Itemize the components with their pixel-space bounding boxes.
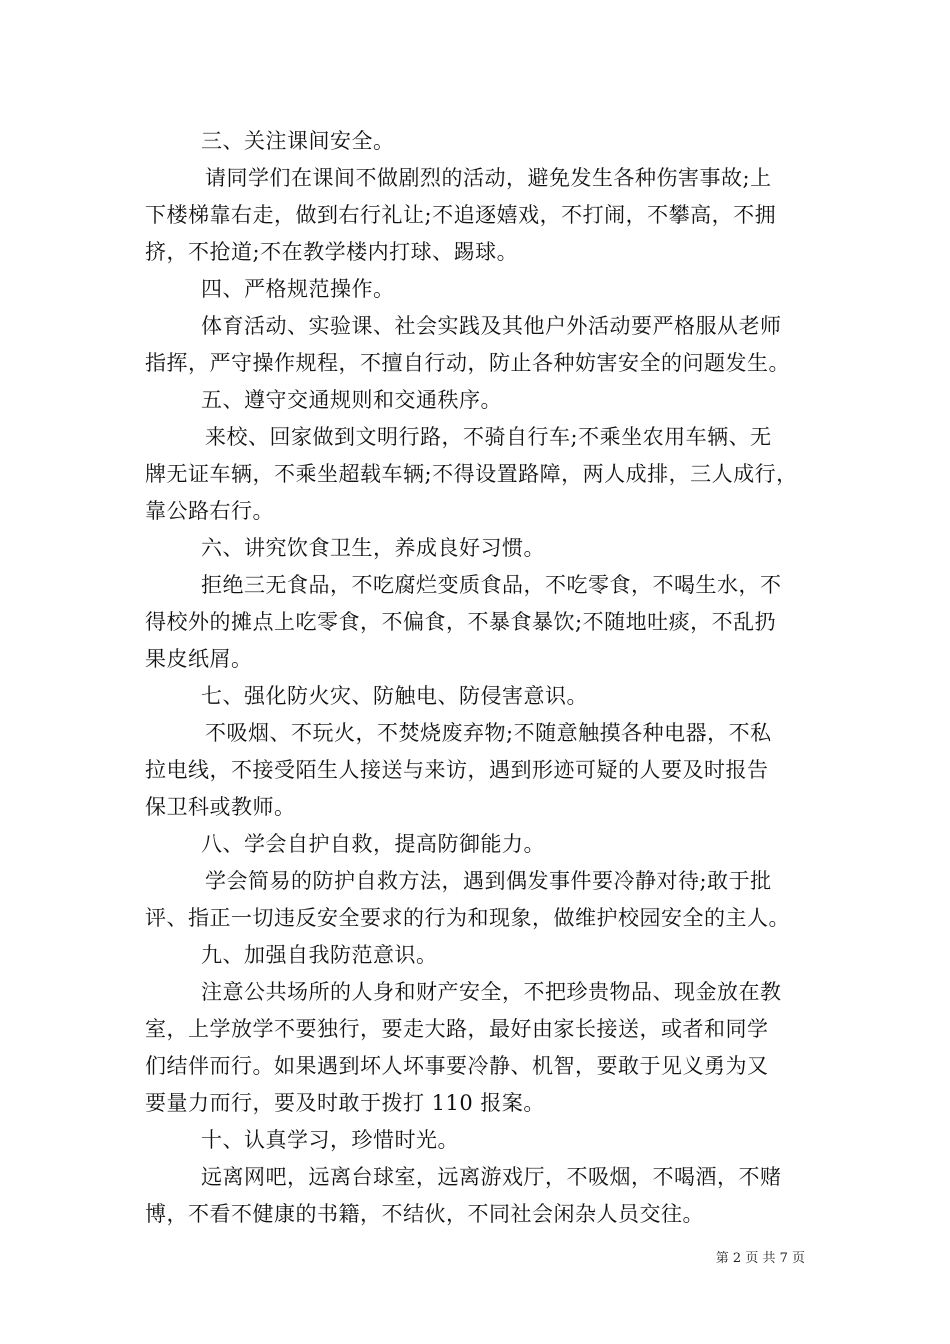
paragraph-line: 得校外的摊点上吃零食，不偏食，不暴食暴饮;不随地吐痰，不乱扔 — [145, 610, 777, 634]
paragraph-line: 来校、回家做到文明行路，不骑自行车;不乘坐农用车辆、无 — [205, 425, 772, 449]
paragraph-line: 下楼梯靠右走，做到右行礼让;不追逐嬉戏，不打闹，不攀高，不拥 — [145, 203, 777, 227]
section-heading-4: 四、严格规范操作。 — [201, 277, 395, 301]
paragraph-line: 学会简易的防护自救方法，遇到偶发事件要冷静对待;敢于批 — [205, 869, 772, 893]
paragraph-line: 体育活动、实验课、社会实践及其他户外活动要严格服从老师 — [201, 314, 782, 338]
section-heading-8: 八、学会自护自救，提高防御能力。 — [201, 832, 545, 856]
paragraph-line: 拉电线，不接受陌生人接送与来访，遇到形迹可疑的人要及时报告 — [145, 758, 769, 782]
paragraph-line: 要量力而行，要及时敢于拨打 110 报案。 — [145, 1091, 545, 1115]
page-number-footer: 第 2 页 共 7 页 — [715, 1251, 805, 1266]
paragraph-line: 博，不看不健康的书籍，不结伙，不同社会闲杂人员交往。 — [145, 1202, 704, 1226]
paragraph-line: 牌无证车辆，不乘坐超载车辆;不得设置路障，两人成排，三人成行， — [145, 462, 798, 486]
paragraph-line: 注意公共场所的人身和财产安全，不把珍贵物品、现金放在教 — [201, 980, 782, 1004]
paragraph-line: 挤，不抢道;不在教学楼内打球、踢球。 — [145, 240, 519, 264]
paragraph-line: 们结伴而行。如果遇到坏人坏事要冷静、机智，要敢于见义勇为又 — [145, 1054, 769, 1078]
paragraph-line: 请同学们在课间不做剧烈的活动，避免发生各种伤害事故;上 — [205, 166, 772, 190]
paragraph-line: 远离网吧，远离台球室，远离游戏厅，不吸烟，不喝酒，不赌 — [201, 1165, 782, 1189]
paragraph-line: 果皮纸屑。 — [145, 647, 253, 671]
section-heading-5: 五、遵守交通规则和交通秩序。 — [201, 388, 502, 412]
paragraph-line: 室，上学放学不要独行，要走大路，最好由家长接送，或者和同学 — [145, 1017, 769, 1041]
section-heading-10: 十、认真学习，珍惜时光。 — [201, 1128, 459, 1152]
paragraph-line: 拒绝三无食品，不吃腐烂变质食品，不吃零食，不喝生水，不 — [201, 573, 782, 597]
paragraph-line: 靠公路右行。 — [145, 499, 274, 523]
paragraph-line: 评、指正一切违反安全要求的行为和现象，做维护校园安全的主人。 — [145, 906, 790, 930]
paragraph-line: 不吸烟、不玩火，不焚烧废弃物;不随意触摸各种电器，不私 — [205, 721, 772, 745]
section-heading-3: 三、关注课间安全。 — [201, 129, 395, 153]
paragraph-line: 保卫科或教师。 — [145, 795, 296, 819]
paragraph-line: 指挥，严守操作规程，不擅自行动，防止各种妨害安全的问题发生。 — [145, 351, 790, 375]
section-heading-9: 九、加强自我防范意识。 — [201, 943, 438, 967]
section-heading-6: 六、讲究饮食卫生，养成良好习惯。 — [201, 536, 545, 560]
section-heading-7: 七、强化防火灾、防触电、防侵害意识。 — [201, 684, 588, 708]
